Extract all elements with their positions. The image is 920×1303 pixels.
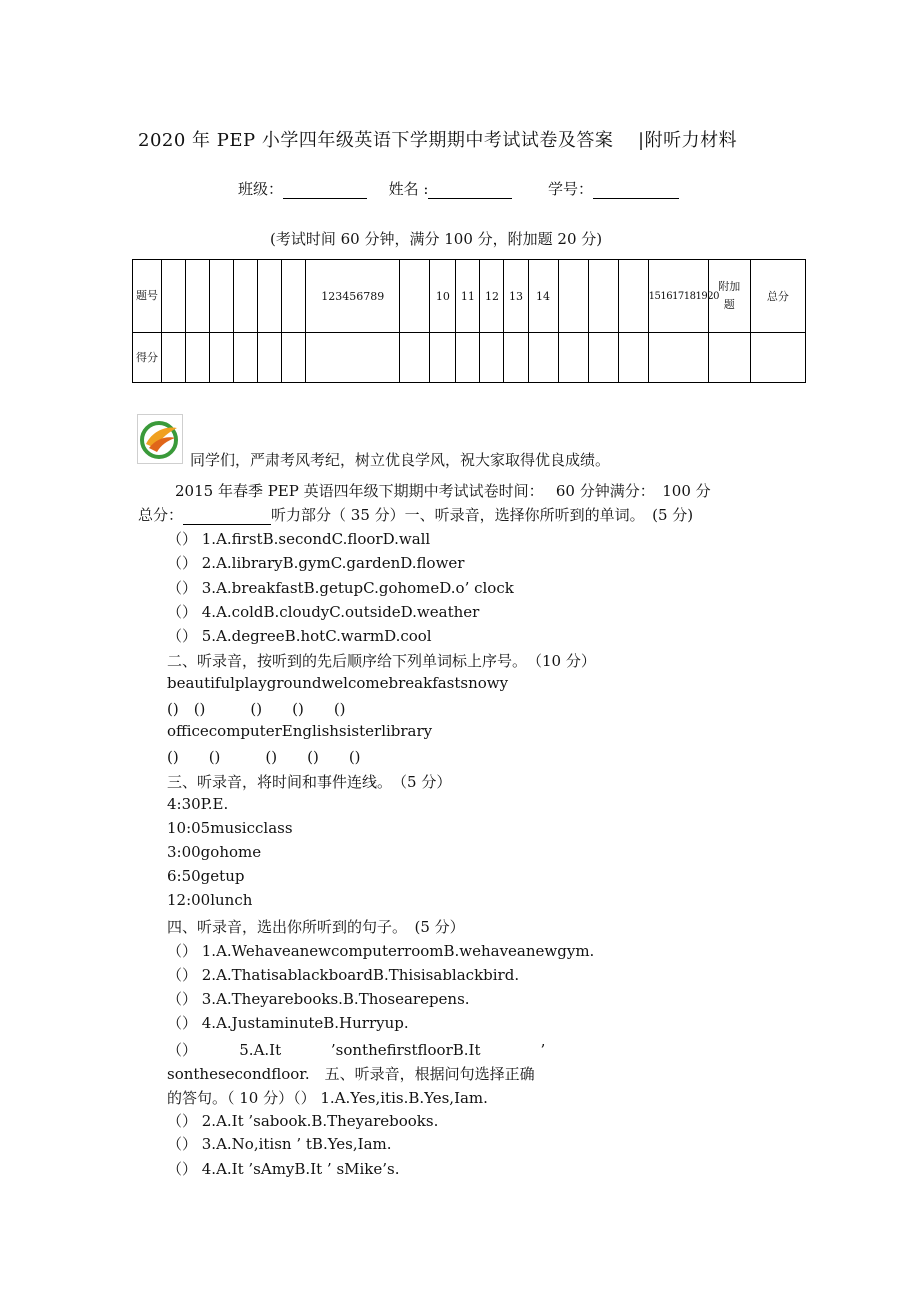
question-line: （） 4.A.JustaminuteB.Hurryup. — [167, 1014, 409, 1032]
page-title: 2020 年 PEP 小学四年级英语下学期期中考试试卷及答案 |附听力材料 — [138, 130, 738, 151]
question-number-14: 14 — [528, 260, 558, 333]
question-line: 12:00lunch — [167, 891, 253, 909]
question-line: （） 3.A.breakfastB.getupC.gohomeD.o’ clock — [167, 579, 514, 597]
question-line: sonthesecondfloor. 五、听录音，根据问句选择正确 — [167, 1065, 535, 1083]
question-line: 6:50getup — [167, 867, 245, 885]
question-line: （） 1.A.WehaveanewcomputerroomB.wehaveanewgym. — [167, 942, 595, 960]
class-label: 班级： — [238, 180, 284, 198]
class-blank — [283, 182, 367, 199]
question-line: () () () () () — [167, 700, 346, 718]
name-label: 姓名 : — [388, 180, 429, 198]
total-score-header: 总分 — [750, 260, 805, 333]
question-line: 3:00gohome — [167, 843, 262, 861]
question-number-11: 11 — [456, 260, 480, 333]
question-line: （） 2.A.It ’sabook.B.Theyarebooks. — [167, 1112, 439, 1130]
extra-question-header: 附加题 — [708, 260, 750, 333]
question-line: （） 5.A.It ’sonthefirstfloorB.It ’ — [167, 1041, 546, 1059]
question-line: officecomputerEnglishsisterlibrary — [167, 722, 433, 740]
question-numbers-1-9: 123456789 — [306, 260, 400, 333]
question-line: （） 3.A.No,itisn ’ tB.Yes,Iam. — [167, 1135, 392, 1153]
score-table — [132, 259, 806, 383]
question-line: 四、听录音，选出你所听到的句子。 (5 分） — [167, 918, 465, 936]
question-number-10: 10 — [430, 260, 456, 333]
question-line: 的答句。（ 10 分）（） 1.A.Yes,itis.B.Yes,Iam. — [167, 1089, 488, 1107]
student-info-fields — [238, 178, 679, 199]
question-line: （） 2.A.ThatisablackboardB.Thisisablackbird. — [167, 966, 520, 984]
school-logo-icon — [137, 414, 183, 464]
question-line: 10:05musicclass — [167, 819, 293, 837]
question-line: （） 1.A.firstB.secondC.floorD.wall — [167, 530, 431, 548]
id-label: 学号： — [547, 180, 593, 198]
intro-line-1: 2015 年春季 PEP 英语四年级下期期中考试试卷时间： 60 分钟满分： 100 分 — [175, 482, 711, 500]
question-line: （） 3.A.Theyarebooks.B.Thosearepens. — [167, 990, 470, 1008]
row-label-score: 得分 — [133, 333, 162, 383]
intro-line-2: 总分： 听力部分（ 35 分）一、听录音，选择你所听到的单词。 (5 分) — [138, 506, 694, 524]
question-line: （） 2.A.libraryB.gymC.gardenD.flower — [167, 554, 465, 572]
question-line: 二、听录音，按听到的先后顺序给下列单词标上序号。 （10 分） — [167, 652, 596, 670]
question-line: 4:30P.E. — [167, 795, 229, 813]
total-score-blank — [183, 509, 271, 525]
question-line: （） 4.A.coldB.cloudyC.outsideD.weather — [167, 603, 480, 621]
question-line: () () () () () — [167, 748, 361, 766]
question-line: beautifulplaygroundwelcomebreakfastsnowy — [167, 674, 509, 692]
id-blank — [593, 182, 679, 199]
motto-text: 同学们，严肃考风考纪，树立优良学风，祝大家取得优良成绩。 — [190, 451, 611, 469]
row-label-question-number: 题号 — [133, 260, 162, 333]
question-number-12: 12 — [480, 260, 504, 333]
question-numbers-15-20: 151617181920 — [648, 260, 708, 333]
question-number-13: 13 — [504, 260, 528, 333]
question-line: （） 5.A.degreeB.hotC.warmD.cool — [167, 627, 432, 645]
name-blank — [428, 182, 512, 199]
exam-time-note: (考试时间 60 分钟，满分 100 分，附加题 20 分) — [270, 230, 603, 248]
question-line: （） 4.A.It ’sAmyB.It ’ sMike’s. — [167, 1160, 400, 1178]
question-line: 三、听录音，将时间和事件连线。 （5 分） — [167, 773, 452, 791]
